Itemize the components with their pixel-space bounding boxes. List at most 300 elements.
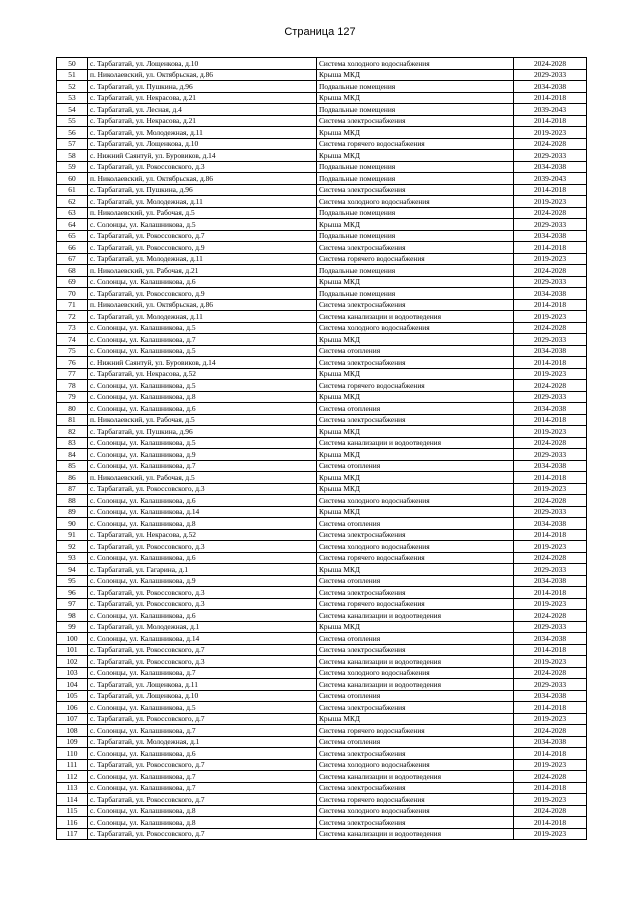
address-cell: с. Солонцы, ул. Калашникова, д.5 [88, 702, 317, 714]
period-cell: 2014-2018 [514, 299, 587, 311]
address-cell: с. Солонцы, ул. Калашникова, д.6 [88, 610, 317, 622]
address-cell: с. Солонцы, ул. Калашникова, д.9 [88, 575, 317, 587]
work-type-cell: Крыша МКД [317, 449, 514, 461]
address-cell: с. Тарбагатай, ул. Рокоссовского, д.3 [88, 656, 317, 668]
period-cell: 2019-2023 [514, 713, 587, 725]
row-number: 79 [57, 391, 88, 403]
row-number: 57 [57, 138, 88, 150]
table-row [57, 58, 587, 70]
work-type-cell: Подвальные помещения [317, 81, 514, 93]
work-type-cell: Система электроснабжения [317, 702, 514, 714]
row-number: 98 [57, 610, 88, 622]
address-cell: с. Тарбагатай, ул. Рокоссовского, д.3 [88, 587, 317, 599]
work-type-cell: Крыша МКД [317, 483, 514, 495]
work-type-cell: Система холодного водоснабжения [317, 58, 514, 70]
table-row [57, 759, 587, 771]
period-cell: 2014-2018 [514, 115, 587, 127]
row-number: 78 [57, 380, 88, 392]
table-row [57, 242, 587, 254]
row-number: 102 [57, 656, 88, 668]
table-row [57, 690, 587, 702]
table-row [57, 529, 587, 541]
row-number: 74 [57, 334, 88, 346]
work-type-cell: Система электроснабжения [317, 184, 514, 196]
row-number: 50 [57, 58, 88, 70]
table-row [57, 541, 587, 553]
work-type-cell: Система отопления [317, 575, 514, 587]
table-row [57, 449, 587, 461]
row-number: 104 [57, 679, 88, 691]
table-row [57, 610, 587, 622]
row-number: 97 [57, 598, 88, 610]
address-cell: п. Николаевский, ул. Октябрьская, д.86 [88, 173, 317, 185]
period-cell: 2019-2023 [514, 196, 587, 208]
work-type-cell: Система холодного водоснабжения [317, 759, 514, 771]
period-cell: 2029-2033 [514, 679, 587, 691]
period-cell: 2029-2033 [514, 150, 587, 162]
row-number: 110 [57, 748, 88, 760]
work-type-cell: Крыша МКД [317, 150, 514, 162]
address-cell: с. Тарбагатай, ул. Рокоссовского, д.7 [88, 713, 317, 725]
period-cell: 2039-2043 [514, 173, 587, 185]
period-cell: 2014-2018 [514, 529, 587, 541]
table-row [57, 713, 587, 725]
work-type-cell: Система горячего водоснабжения [317, 598, 514, 610]
address-cell: с. Солонцы, ул. Калашникова, д.5 [88, 219, 317, 231]
period-cell: 2014-2018 [514, 748, 587, 760]
address-cell: п. Николаевский, ул. Октябрьская, д.86 [88, 69, 317, 81]
address-cell: с. Солонцы, ул. Калашникова, д.8 [88, 805, 317, 817]
address-cell: п. Николаевский, ул. Рабочая, д.5 [88, 472, 317, 484]
table-row [57, 495, 587, 507]
address-cell: с. Солонцы, ул. Калашникова, д.7 [88, 725, 317, 737]
period-cell: 2029-2033 [514, 334, 587, 346]
table-row [57, 265, 587, 277]
table-row [57, 184, 587, 196]
address-cell: с. Тарбагатай, ул. Рокоссовского, д.3 [88, 598, 317, 610]
address-cell: с. Солонцы, ул. Калашникова, д.8 [88, 391, 317, 403]
period-cell: 2014-2018 [514, 782, 587, 794]
row-number: 89 [57, 506, 88, 518]
work-type-cell: Подвальные помещения [317, 288, 514, 300]
row-number: 56 [57, 127, 88, 139]
row-number: 52 [57, 81, 88, 93]
period-cell: 2034-2038 [514, 230, 587, 242]
row-number: 76 [57, 357, 88, 369]
work-type-cell: Система электроснабжения [317, 817, 514, 829]
row-number: 116 [57, 817, 88, 829]
work-type-cell: Система холодного водоснабжения [317, 667, 514, 679]
row-number: 93 [57, 552, 88, 564]
table-row [57, 587, 587, 599]
table-row [57, 805, 587, 817]
table-row [57, 161, 587, 173]
table-row [57, 115, 587, 127]
work-type-cell: Система электроснабжения [317, 529, 514, 541]
address-cell: с. Тарбагатай, ул. Некрасова, д.21 [88, 115, 317, 127]
row-number: 61 [57, 184, 88, 196]
row-number: 105 [57, 690, 88, 702]
address-cell: с. Тарбагатай, ул. Рокоссовского, д.7 [88, 828, 317, 840]
table-row [57, 69, 587, 81]
table-row [57, 621, 587, 633]
address-cell: с. Тарбагатай, ул. Гагарина, д.1 [88, 564, 317, 576]
work-type-cell: Система отопления [317, 518, 514, 530]
period-cell: 2019-2023 [514, 828, 587, 840]
work-type-cell: Подвальные помещения [317, 161, 514, 173]
table-row [57, 552, 587, 564]
row-number: 80 [57, 403, 88, 415]
row-number: 108 [57, 725, 88, 737]
period-cell: 2024-2028 [514, 805, 587, 817]
table-row [57, 322, 587, 334]
work-type-cell: Система электроснабжения [317, 587, 514, 599]
row-number: 58 [57, 150, 88, 162]
address-cell: с. Солонцы, ул. Калашникова, д.7 [88, 667, 317, 679]
address-cell: с. Солонцы, ул. Калашникова, д.7 [88, 334, 317, 346]
period-cell: 2029-2033 [514, 564, 587, 576]
work-type-cell: Крыша МКД [317, 564, 514, 576]
work-type-cell: Подвальные помещения [317, 265, 514, 277]
table-row [57, 230, 587, 242]
row-number: 88 [57, 495, 88, 507]
table-row [57, 196, 587, 208]
row-number: 111 [57, 759, 88, 771]
work-type-cell: Крыша МКД [317, 69, 514, 81]
period-cell: 2029-2033 [514, 391, 587, 403]
period-cell: 2029-2033 [514, 69, 587, 81]
table-row [57, 564, 587, 576]
work-type-cell: Система канализации и водоотведения [317, 679, 514, 691]
address-cell: с. Тарбагатай, ул. Рокоссовского, д.3 [88, 541, 317, 553]
period-cell: 2014-2018 [514, 472, 587, 484]
period-cell: 2034-2038 [514, 518, 587, 530]
table-row [57, 426, 587, 438]
table-row [57, 828, 587, 840]
table-row [57, 782, 587, 794]
row-number: 84 [57, 449, 88, 461]
row-number: 96 [57, 587, 88, 599]
table-row [57, 725, 587, 737]
address-cell: с. Солонцы, ул. Калашникова, д.6 [88, 748, 317, 760]
table-row [57, 518, 587, 530]
work-type-cell: Крыша МКД [317, 621, 514, 633]
row-number: 60 [57, 173, 88, 185]
work-type-cell: Система горячего водоснабжения [317, 794, 514, 806]
address-cell: с. Тарбагатай, ул. Лощенкова, д.10 [88, 690, 317, 702]
row-number: 81 [57, 414, 88, 426]
work-type-cell: Крыша МКД [317, 219, 514, 231]
table-row [57, 736, 587, 748]
table-row [57, 679, 587, 691]
row-number: 87 [57, 483, 88, 495]
work-type-cell: Крыша МКД [317, 127, 514, 139]
row-number: 103 [57, 667, 88, 679]
row-number: 117 [57, 828, 88, 840]
row-number: 70 [57, 288, 88, 300]
period-cell: 2019-2023 [514, 541, 587, 553]
period-cell: 2014-2018 [514, 357, 587, 369]
table-row [57, 403, 587, 415]
address-cell: с. Солонцы, ул. Калашникова, д.8 [88, 518, 317, 530]
period-cell: 2034-2038 [514, 633, 587, 645]
row-number: 90 [57, 518, 88, 530]
table-row [57, 219, 587, 231]
work-type-cell: Система электроснабжения [317, 357, 514, 369]
address-cell: с. Тарбагатай, ул. Пушкина, д.96 [88, 81, 317, 93]
row-number: 73 [57, 322, 88, 334]
row-number: 68 [57, 265, 88, 277]
address-cell: с. Тарбагатай, ул. Некрасова, д.21 [88, 92, 317, 104]
table-row [57, 771, 587, 783]
table-row [57, 506, 587, 518]
work-type-cell: Система горячего водоснабжения [317, 552, 514, 564]
period-cell: 2014-2018 [514, 414, 587, 426]
period-cell: 2019-2023 [514, 759, 587, 771]
period-cell: 2024-2028 [514, 380, 587, 392]
row-number: 54 [57, 104, 88, 116]
period-cell: 2024-2028 [514, 610, 587, 622]
table-row [57, 150, 587, 162]
work-type-cell: Крыша МКД [317, 426, 514, 438]
address-cell: с. Солонцы, ул. Калашникова, д.6 [88, 552, 317, 564]
period-cell: 2019-2023 [514, 598, 587, 610]
work-type-cell: Система электроснабжения [317, 748, 514, 760]
work-type-cell: Крыша МКД [317, 472, 514, 484]
table-row [57, 127, 587, 139]
period-cell: 2029-2033 [514, 506, 587, 518]
work-type-cell: Система горячего водоснабжения [317, 253, 514, 265]
period-cell: 2034-2038 [514, 403, 587, 415]
period-cell: 2024-2028 [514, 667, 587, 679]
work-type-cell: Система отопления [317, 736, 514, 748]
row-number: 112 [57, 771, 88, 783]
work-type-cell: Крыша МКД [317, 368, 514, 380]
period-cell: 2019-2023 [514, 794, 587, 806]
period-cell: 2024-2028 [514, 58, 587, 70]
address-cell: с. Тарбагатай, ул. Пушкина, д.96 [88, 426, 317, 438]
row-number: 114 [57, 794, 88, 806]
table-row [57, 598, 587, 610]
table-row [57, 334, 587, 346]
period-cell: 2019-2023 [514, 127, 587, 139]
row-number: 95 [57, 575, 88, 587]
table-row [57, 667, 587, 679]
period-cell: 2029-2033 [514, 276, 587, 288]
address-cell: с. Солонцы, ул. Калашникова, д.14 [88, 506, 317, 518]
address-cell: с. Солонцы, ул. Калашникова, д.9 [88, 449, 317, 461]
address-cell: с. Солонцы, ул. Калашникова, д.7 [88, 771, 317, 783]
period-cell: 2029-2033 [514, 449, 587, 461]
work-type-cell: Система горячего водоснабжения [317, 380, 514, 392]
period-cell: 2019-2023 [514, 656, 587, 668]
address-cell: с. Тарбагатай, ул. Рокоссовского, д.7 [88, 759, 317, 771]
row-number: 55 [57, 115, 88, 127]
address-cell: с. Тарбагатай, ул. Рокоссовского, д.3 [88, 483, 317, 495]
row-number: 107 [57, 713, 88, 725]
address-cell: с. Тарбагатай, ул. Рокоссовского, д.7 [88, 644, 317, 656]
period-cell: 2014-2018 [514, 702, 587, 714]
row-number: 71 [57, 299, 88, 311]
period-cell: 2024-2028 [514, 437, 587, 449]
address-cell: с. Нижний Саянтуй, ул. Буровиков, д.14 [88, 150, 317, 162]
row-number: 86 [57, 472, 88, 484]
period-cell: 2024-2028 [514, 771, 587, 783]
work-type-cell: Система горячего водоснабжения [317, 138, 514, 150]
row-number: 82 [57, 426, 88, 438]
work-type-cell: Крыша МКД [317, 92, 514, 104]
row-number: 66 [57, 242, 88, 254]
period-cell: 2024-2028 [514, 725, 587, 737]
row-number: 94 [57, 564, 88, 576]
address-cell: с. Тарбагатай, ул. Лесная, д.4 [88, 104, 317, 116]
period-cell: 2014-2018 [514, 92, 587, 104]
table-row [57, 472, 587, 484]
table-row [57, 138, 587, 150]
work-type-cell: Система электроснабжения [317, 115, 514, 127]
table-row [57, 483, 587, 495]
table-row [57, 368, 587, 380]
period-cell: 2019-2023 [514, 483, 587, 495]
work-type-cell: Система электроснабжения [317, 242, 514, 254]
row-number: 59 [57, 161, 88, 173]
address-cell: с. Солонцы, ул. Калашникова, д.8 [88, 817, 317, 829]
row-number: 113 [57, 782, 88, 794]
work-type-cell: Подвальные помещения [317, 207, 514, 219]
period-cell: 2024-2028 [514, 322, 587, 334]
period-cell: 2014-2018 [514, 644, 587, 656]
table-row [57, 656, 587, 668]
table-row [57, 633, 587, 645]
row-number: 65 [57, 230, 88, 242]
work-type-cell: Подвальные помещения [317, 173, 514, 185]
period-cell: 2034-2038 [514, 460, 587, 472]
work-type-cell: Крыша МКД [317, 334, 514, 346]
address-cell: п. Николаевский, ул. Рабочая, д.5 [88, 414, 317, 426]
table-row [57, 345, 587, 357]
table-row [57, 794, 587, 806]
table-row [57, 173, 587, 185]
period-cell: 2029-2033 [514, 219, 587, 231]
work-type-cell: Система холодного водоснабжения [317, 196, 514, 208]
address-cell: с. Тарбагатай, ул. Рокоссовского, д.7 [88, 230, 317, 242]
row-number: 63 [57, 207, 88, 219]
work-type-cell: Система электроснабжения [317, 782, 514, 794]
row-number: 92 [57, 541, 88, 553]
row-number: 115 [57, 805, 88, 817]
period-cell: 2034-2038 [514, 736, 587, 748]
row-number: 85 [57, 460, 88, 472]
period-cell: 2024-2028 [514, 265, 587, 277]
address-cell: п. Николаевский, ул. Рабочая, д.5 [88, 207, 317, 219]
period-cell: 2014-2018 [514, 587, 587, 599]
address-cell: с. Нижний Саянтуй, ул. Буровиков, д.14 [88, 357, 317, 369]
work-type-cell: Система электроснабжения [317, 414, 514, 426]
address-cell: с. Тарбагатай, ул. Молодежная, д.11 [88, 311, 317, 323]
address-cell: с. Солонцы, ул. Калашникова, д.5 [88, 345, 317, 357]
row-number: 62 [57, 196, 88, 208]
address-cell: с. Тарбагатай, ул. Лощенкова, д.11 [88, 679, 317, 691]
work-type-cell: Система канализации и водоотведения [317, 311, 514, 323]
table-row [57, 92, 587, 104]
address-cell: с. Солонцы, ул. Калашникова, д.5 [88, 437, 317, 449]
address-cell: с. Тарбагатай, ул. Лощенкова, д.10 [88, 58, 317, 70]
table-row [57, 460, 587, 472]
period-cell: 2019-2023 [514, 426, 587, 438]
address-cell: с. Тарбагатай, ул. Некрасова, д.52 [88, 529, 317, 541]
row-number: 53 [57, 92, 88, 104]
address-cell: с. Солонцы, ул. Калашникова, д.6 [88, 403, 317, 415]
table-row [57, 437, 587, 449]
table-row [57, 357, 587, 369]
address-cell: п. Николаевский, ул. Октябрьская, д.86 [88, 299, 317, 311]
table-row [57, 644, 587, 656]
table-row [57, 817, 587, 829]
row-number: 67 [57, 253, 88, 265]
row-number: 91 [57, 529, 88, 541]
address-cell: с. Солонцы, ул. Калашникова, д.6 [88, 276, 317, 288]
period-cell: 2034-2038 [514, 690, 587, 702]
row-number: 77 [57, 368, 88, 380]
address-cell: с. Солонцы, ул. Калашникова, д.5 [88, 322, 317, 334]
work-type-cell: Система холодного водоснабжения [317, 805, 514, 817]
period-cell: 2034-2038 [514, 81, 587, 93]
row-number: 51 [57, 69, 88, 81]
table-row [57, 311, 587, 323]
row-number: 100 [57, 633, 88, 645]
work-type-cell: Система канализации и водоотведения [317, 656, 514, 668]
work-type-cell: Система холодного водоснабжения [317, 541, 514, 553]
period-cell: 2034-2038 [514, 345, 587, 357]
work-type-cell: Крыша МКД [317, 713, 514, 725]
row-number: 69 [57, 276, 88, 288]
table-row [57, 702, 587, 714]
address-cell: с. Тарбагатай, ул. Рокоссовского, д.9 [88, 288, 317, 300]
work-type-cell: Крыша МКД [317, 506, 514, 518]
row-number: 75 [57, 345, 88, 357]
period-cell: 2014-2018 [514, 184, 587, 196]
table-row [57, 391, 587, 403]
address-cell: с. Тарбагатай, ул. Молодежная, д.11 [88, 253, 317, 265]
address-cell: с. Солонцы, ул. Калашникова, д.14 [88, 633, 317, 645]
work-type-cell: Система холодного водоснабжения [317, 322, 514, 334]
address-cell: с. Тарбагатай, ул. Пушкина, д.96 [88, 184, 317, 196]
address-cell: п. Николаевский, ул. Рабочая, д.21 [88, 265, 317, 277]
row-number: 106 [57, 702, 88, 714]
row-number: 64 [57, 219, 88, 231]
table-row [57, 299, 587, 311]
address-cell: с. Тарбагатай, ул. Молодежная, д.11 [88, 127, 317, 139]
work-type-cell: Система холодного водоснабжения [317, 495, 514, 507]
address-cell: с. Тарбагатай, ул. Некрасова, д.52 [88, 368, 317, 380]
work-type-cell: Система канализации и водоотведения [317, 828, 514, 840]
address-cell: с. Солонцы, ул. Калашникова, д.7 [88, 460, 317, 472]
period-cell: 2034-2038 [514, 161, 587, 173]
row-number: 99 [57, 621, 88, 633]
period-cell: 2029-2033 [514, 621, 587, 633]
period-cell: 2019-2023 [514, 253, 587, 265]
work-type-cell: Система горячего водоснабжения [317, 725, 514, 737]
work-type-cell: Подвальные помещения [317, 104, 514, 116]
table-row [57, 207, 587, 219]
work-type-cell: Подвальные помещения [317, 230, 514, 242]
work-type-cell: Система отопления [317, 345, 514, 357]
address-cell: с. Тарбагатай, ул. Молодежная, д.1 [88, 736, 317, 748]
work-type-cell: Система отопления [317, 633, 514, 645]
address-cell: с. Солонцы, ул. Калашникова, д.7 [88, 782, 317, 794]
period-cell: 2024-2028 [514, 207, 587, 219]
work-type-cell: Система канализации и водоотведения [317, 437, 514, 449]
